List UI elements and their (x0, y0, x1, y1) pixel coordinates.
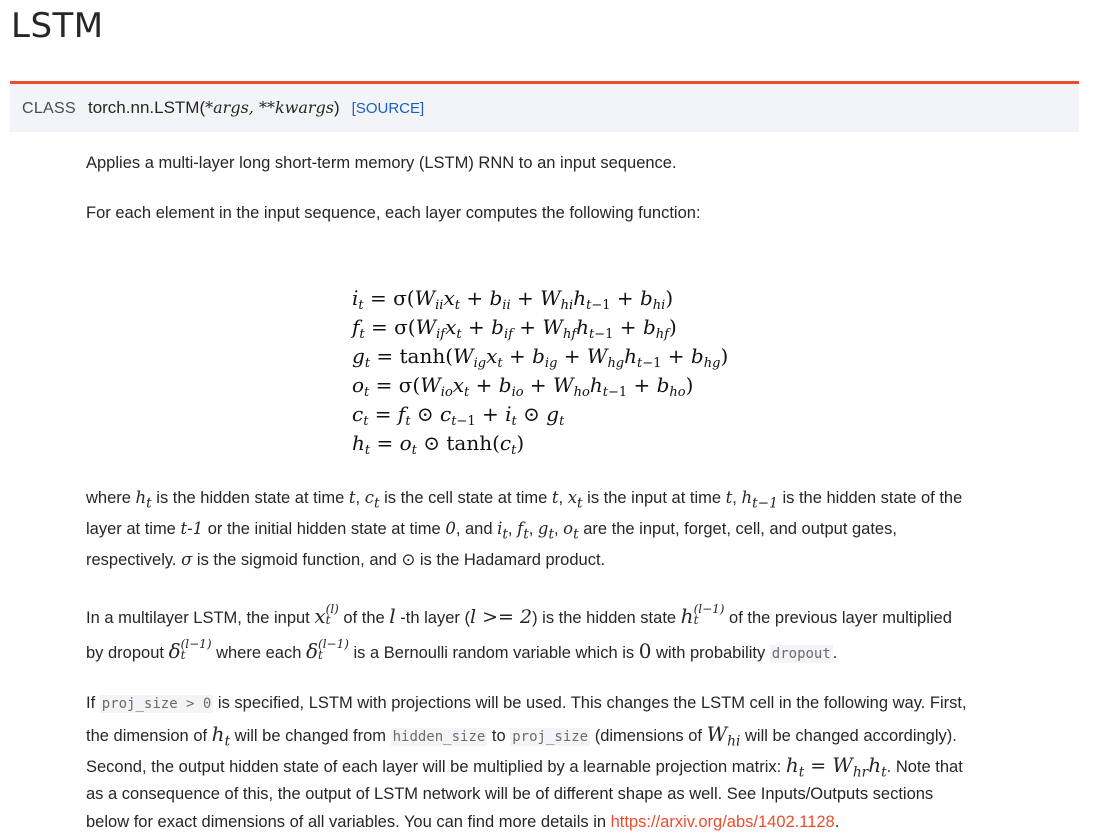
class-name: torch.nn.LSTM (87, 98, 200, 117)
function-intro-paragraph: For each element in the input sequence, each layer computes the following function: (86, 204, 701, 222)
proj-size-code: proj_size (512, 729, 589, 745)
dropout-code: dropout (771, 646, 831, 662)
equation-cell-state: $c_t = f_t$ ⊙ $c_{t-1} + i_t$ ⊙ $g_t$ (352, 402, 565, 429)
projection-paragraph-line-4: as a consequence of this, the output of LSTM network will be of different shape as well. See Inputs/Outputs sections (86, 785, 934, 803)
projection-paragraph-line-1: If proj_size > 0 is specified, LSTM with projections will be used. This changes the LSTM cell in the following way. First, (86, 694, 967, 712)
arxiv-link[interactable]: https://arxiv.org/abs/1402.1128 (610, 813, 835, 831)
page-title: LSTM (11, 6, 104, 46)
signature-close-paren: ) (333, 98, 340, 117)
multilayer-paragraph-line-1: In a multilayer LSTM, the input x (l) t of the l -th layer (l >= 2) is the hidden state h (l−1) t of the previous layer multiplied (86, 602, 952, 628)
class-signature (22, 98, 424, 118)
projection-paragraph-line-2: the dimension of $h_t$ will be changed from hidden_size to proj_size (dimensions of $W_{hi}$ will be changed accordingly). (86, 722, 957, 750)
projection-paragraph-line-3: Second, the output hidden state of each layer will be multiplied by a learnable projection matrix: $h_t = W_{hr}h_t$. Note that (86, 753, 963, 781)
equation-input-gate: $i_t = \sigma(W_{ii}x_t + b_{ii} + W_{hi}h_{t-1} + b_{hi})$ (352, 286, 674, 313)
intro-paragraph: Applies a multi-layer long short-term memory (LSTM) RNN to an input sequence. (86, 154, 677, 172)
proj-size-condition-code: proj_size > 0 (101, 696, 212, 712)
variables-paragraph-line-3: respectively. σ is the sigmoid function, and ⊙ is the Hadamard product. (86, 550, 606, 569)
equation-hidden-state: $h_t = o_t$ ⊙ $\tanh(c_t)$ (352, 431, 525, 458)
class-signature-bar (10, 81, 1079, 132)
equation-output-gate: $o_t = \sigma(W_{io}x_t + b_{io} + W_{ho}h_{t-1} + b_{ho})$ (352, 373, 694, 400)
equation-block (352, 284, 728, 458)
multilayer-paragraph-line-2: by dropout δ (l−1) t where each δ (l−1) t is a Bernoulli random variable which is 0 with probability dropout . (86, 637, 838, 663)
projection-paragraph-line-5: below for exact dimensions of all variables. You can find more details in https://arxiv.org/abs/1402.1128. (86, 813, 840, 831)
signature-args: *args, **kwargs (205, 98, 334, 117)
equation-forget-gate: $f_t = \sigma(W_{if}x_t + b_{if} + W_{hf}h_{t-1} + b_{hf})$ (352, 315, 677, 342)
variables-paragraph-line-1: where $h_t$ is the hidden state at time t, $c_t$ is the cell state at time t, $x_t$ is the input at time t, $h_{t-1}$ is the hidden state of the (86, 488, 963, 512)
class-label: CLASS (22, 100, 76, 117)
variables-paragraph-line-2: layer at time t-1 or the initial hidden state at time 0, and $i_t$, $f_t$, $g_t$, $o_t$ are the input, forget, cell, and output gates, (86, 519, 897, 543)
hidden-size-code: hidden_size (392, 729, 486, 745)
equation-cell-gate: $g_t = \tanh(W_{ig}x_t + b_{ig} + W_{hg}h_{t-1} + b_{hg})$ (352, 344, 729, 371)
source-link[interactable]: [SOURCE] (351, 100, 425, 117)
signature-open-paren: ( (199, 98, 206, 117)
